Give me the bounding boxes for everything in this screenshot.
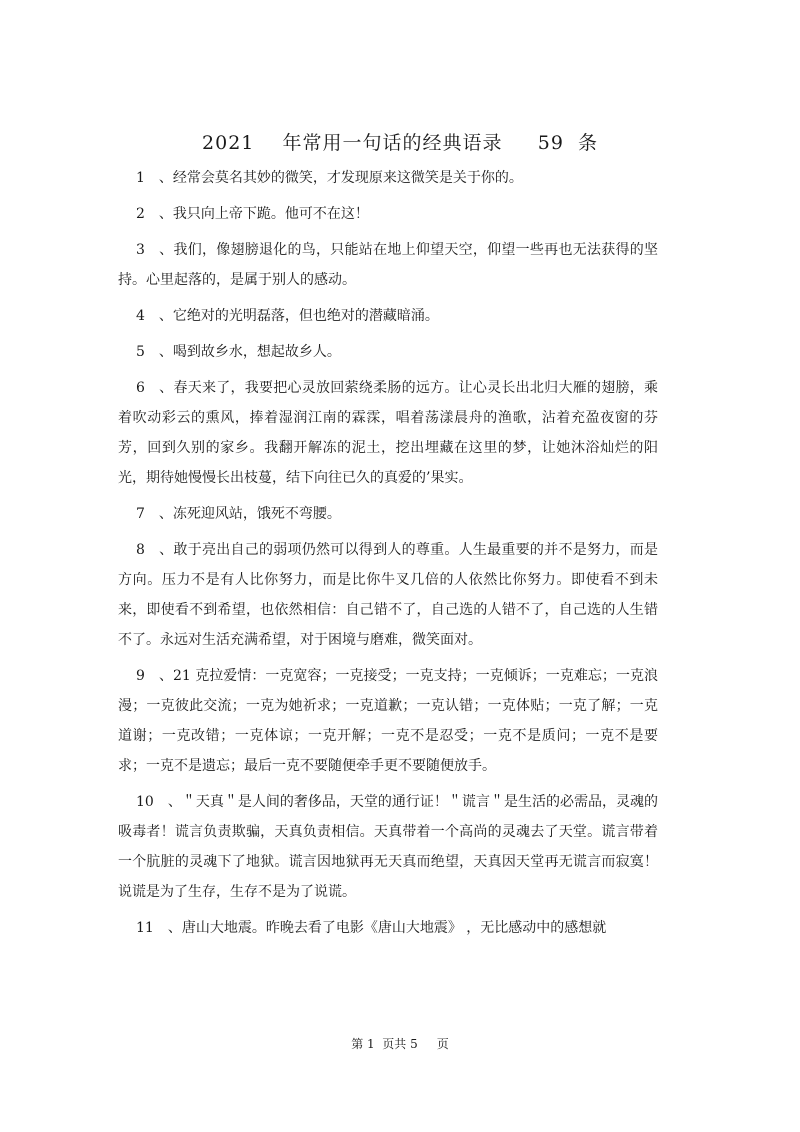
quote-text: 、我只向上帝下跪。他可不在这！ bbox=[158, 206, 369, 222]
quote-text: 、经常会莫名其妙的微笑，才发现原来这微笑是关于你的。 bbox=[158, 170, 523, 186]
quote-entry bbox=[118, 535, 658, 655]
quote-number: 5 bbox=[136, 344, 145, 360]
quote-entry bbox=[118, 787, 658, 907]
quote-number: 1 bbox=[136, 170, 145, 186]
quote-number: 11 bbox=[136, 920, 154, 936]
quote-number: 7 bbox=[136, 506, 145, 522]
quote-number: 6 bbox=[136, 380, 145, 396]
quote-entry bbox=[118, 163, 658, 193]
quote-number: 9 bbox=[136, 668, 145, 684]
quote-number: 3 bbox=[136, 242, 145, 258]
quote-text: 、＂天真＂是人间的奢侈品，天堂的通行证！＂谎言＂是生活的必需品，灵魂的吸毒者！谎言负责欺骗，天真负责相信。天真带着一个高尚的灵魂去了天堂。谎言带着一个肮脏的灵魂下了地狱。谎言因地狱再无天真而绝望，天真因天堂再无谎言而寂寞！说谎是为了生存，生存不是为了说谎。 bbox=[118, 794, 658, 900]
quote-text: 、春天来了，我要把心灵放回萦绕柔肠的远方。让心灵长出北归大雁的翅膀，乘着吹动彩云的熏风，捧着湿润江南的霖霂，唱着荡漾晨舟的渔歌，沾着充盈夜窗的芬芳，回到久别的家乡。我翻开解冻的泥土，挖出埋藏在这里的梦，让她沐浴灿烂的阳光，期待她慢慢长出枝蔓，结下向往已久的真爱的’果实。 bbox=[118, 380, 658, 486]
quote-entry bbox=[118, 235, 658, 295]
quote-entry bbox=[118, 373, 658, 493]
quote-text: 、21 克拉爱情：一克宽容；一克接受；一克支持；一克倾诉；一克难忘；一克浪漫；一克彼此交流；一克为她祈求；一克道歉；一克认错；一克体贴；一克了解；一克道谢；一克改错；一克体谅；一克开解；一克不是忍受；一克不是质问；一克不是要求；一克不是遗忘；最后一克不要随便牵手更不要随便放手。 bbox=[118, 668, 658, 774]
quote-list bbox=[118, 163, 658, 949]
quote-entry bbox=[118, 661, 658, 781]
quote-number: 8 bbox=[136, 542, 145, 558]
quote-text: 、敢于亮出自己的弱项仍然可以得到人的尊重。人生最重要的并不是努力，而是方向。压力不是有人比你努力，而是比你牛叉几倍的人依然比你努力。即使看不到未来，即使看不到希望，也依然相信：自己错不了，自己选的人错不了，自己选的人生错不了。永远对生活充满希望，对于困境与磨难，微笑面对。 bbox=[118, 542, 658, 648]
page-footer: 第 1 页共 5 页 bbox=[351, 1037, 449, 1051]
quote-text: 、冻死迎风站，饿死不弯腰。 bbox=[158, 506, 341, 522]
quote-text: 、唐山大地震。昨晚去看了电影《唐山大地震》 ，无比感动中的感想就 bbox=[167, 920, 607, 936]
quote-text: 、喝到故乡水，想起故乡人。 bbox=[158, 344, 341, 360]
quote-text: 、它绝对的光明磊落，但也绝对的潜藏暗涌。 bbox=[158, 308, 439, 324]
document-title: 2021 年常用一句话的经典语录 59 条 bbox=[202, 132, 598, 154]
quote-entry bbox=[118, 301, 658, 331]
quote-entry bbox=[118, 913, 658, 943]
quote-entry bbox=[118, 499, 658, 529]
quote-text: 、我们，像翅膀退化的鸟，只能站在地上仰望天空，仰望一些再也无法获得的坚持。心里起落的，是属于别人的感动。 bbox=[118, 242, 658, 288]
quote-number: 4 bbox=[136, 308, 145, 324]
quote-entry bbox=[118, 199, 658, 229]
quote-entry bbox=[118, 337, 658, 367]
quote-number: 2 bbox=[136, 206, 145, 222]
quote-number: 10 bbox=[136, 794, 154, 810]
